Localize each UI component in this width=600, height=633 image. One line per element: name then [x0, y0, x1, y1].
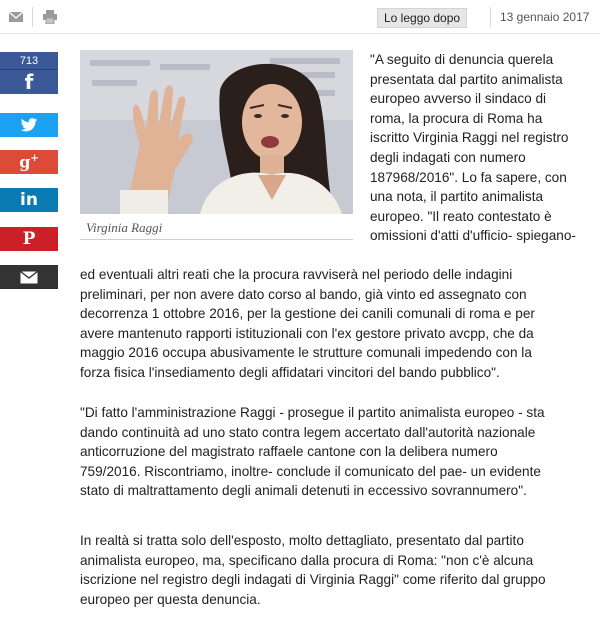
body-paragraph-3	[80, 531, 600, 609]
share-email-button[interactable]	[0, 265, 58, 289]
photo-caption: Virginia Raggi	[80, 214, 353, 240]
text-line: dando continuità ad uno stato contra legem accertato dall'autorità nazionale	[80, 424, 536, 440]
date-divider	[490, 7, 491, 27]
facebook-icon: f	[24, 70, 34, 94]
twitter-icon	[20, 118, 38, 133]
article-toolbar	[0, 0, 600, 34]
share-count-value: 713	[19, 55, 39, 67]
text-line: iscritto Virginia Raggi nel registro	[370, 130, 569, 146]
article-date: 13 gennaio 2017	[500, 10, 590, 24]
text-line: roma, la procura di Roma ha	[370, 110, 543, 126]
text-line: "Di fatto l'amministrazione Raggi - prosegue il partito animalista europeo - sta	[80, 405, 545, 420]
text-line: ed eventuali altri reati che la procura ravviserà nel periodo delle indagini	[80, 267, 513, 282]
mail-icon[interactable]	[8, 10, 24, 24]
linkedin-icon: in	[20, 189, 38, 210]
text-line: anticorruzione del magistrato raffaele cantone con la delibera numero	[80, 444, 498, 460]
article-photo	[80, 50, 353, 214]
portrait-illustration	[80, 50, 353, 214]
text-line: 759/2016. Riscontriamo, inoltre- conclude il comunicato del pae- un evidente	[80, 463, 541, 479]
lead-paragraph-column	[370, 50, 592, 246]
share-google-plus-button[interactable]	[0, 150, 58, 174]
pinterest-icon: P	[22, 228, 36, 249]
text-line: animalista europeo, ma, specificano dalla procura di Roma: "non c'è alcuna	[80, 552, 534, 568]
envelope-icon	[20, 271, 38, 284]
google-plus-icon: g+	[19, 152, 39, 172]
text-line: europeo per questa denuncia.	[80, 591, 261, 607]
body-paragraph-2	[80, 403, 600, 501]
lead-paragraph-continuation	[80, 265, 600, 383]
text-line: degli indagati con numero	[370, 149, 526, 165]
text-line: forza fisica l'insediamento degli affidatari vincitori del bando pubblico".	[80, 364, 500, 380]
share-pinterest-button[interactable]	[0, 227, 58, 251]
text-line: maggio 2016 occupa abusivamente le strutture comunali impedendo con la	[80, 345, 532, 361]
read-later-button[interactable]: Lo leggo dopo	[377, 8, 467, 28]
share-twitter-button[interactable]	[0, 113, 58, 137]
share-facebook-button[interactable]	[0, 70, 58, 94]
share-linkedin-button[interactable]	[0, 188, 58, 212]
text-line: iscrizione nel registro degli indagati di Virginia Raggi" come riferito dal gruppo	[80, 572, 546, 588]
print-icon[interactable]	[42, 10, 58, 24]
text-line: 187968/2016". Lo fa sapere, con	[370, 169, 567, 185]
text-line: In realtà si tratta solo dell'esposto, molto dettagliato, presentato dal partito	[80, 533, 524, 548]
text-line: europeo avverso il sindaco di	[370, 91, 547, 107]
text-line: omissioni d'atti d'ufficio- spiegano-	[370, 228, 576, 244]
text-line: preliminari, per non avere dato corso al bando, già vinto ed assegnato con	[80, 286, 527, 302]
text-line: stato di maltrattamento degli animali detenuti in eccessivo sovrannumero".	[80, 483, 527, 499]
toolbar-divider	[32, 7, 33, 27]
text-line: europeo. "Il reato contestato è	[370, 208, 552, 224]
text-line: una nota, il partito animalista	[370, 189, 544, 205]
text-line: presentata dal partito animalista	[370, 71, 563, 87]
text-line: avere mantenuto rapporti istituzionali con l'ex gestore privato avcpp, che da	[80, 325, 534, 341]
text-line: decorrenza 1 ottobre 2016, per la gestione dei canili comunali di roma e per	[80, 306, 535, 322]
share-count	[0, 52, 58, 70]
text-line: "A seguito di denuncia querela	[370, 52, 554, 67]
